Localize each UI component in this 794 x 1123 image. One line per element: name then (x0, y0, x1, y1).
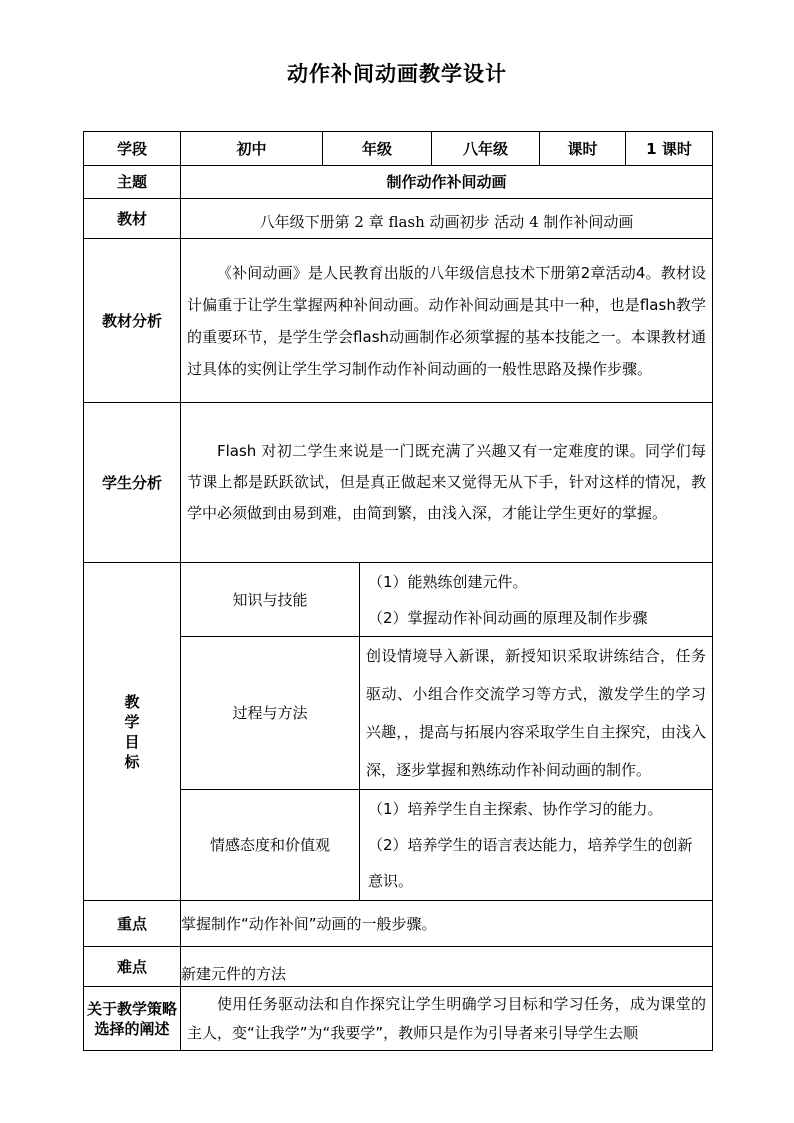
goals-char-3: 目 (124, 732, 140, 751)
textbook-analysis-label: 教材分析 (84, 239, 181, 403)
emotion-item-1: （1）培养学生自主探索、协作学习的能力。 (368, 800, 663, 818)
process-text: 创设情境导入新课，新授知识采取讲练结合，任务驱动、小组合作交流学习等方式，激发学生的学习兴趣，，提高与拓展内容采取学生自主探究，由浅入深，逐步掌握和熟练动作补间动画的制作。 (366, 647, 707, 779)
grade-value: 八年级 (432, 132, 540, 166)
difficulty-value: 新建元件的方法 (181, 947, 713, 987)
page-title: 动作补间动画教学设计 (287, 62, 507, 86)
emotion-cell (360, 790, 713, 901)
goals-char-4: 标 (124, 752, 140, 771)
key-point-value: 掌握制作“动作补间”动画的一般步骤。 (181, 901, 713, 947)
difficulty-label: 难点 (84, 947, 181, 987)
grade-label: 年级 (323, 132, 432, 166)
process-label: 过程与方法 (181, 637, 360, 790)
goals-char-1: 教 (124, 692, 140, 711)
knowledge-item-2: （2）掌握动作补间动画的原理及制作步骤 (368, 608, 648, 627)
knowledge-item-1: （1）能熟练创建元件。 (368, 572, 528, 591)
textbook-analysis-row (84, 239, 713, 403)
topic-row (84, 166, 713, 199)
period-label: 课时 (540, 132, 626, 166)
teaching-goals-label (84, 563, 181, 901)
stage-value: 初中 (181, 132, 323, 166)
lesson-plan-table (83, 131, 713, 1051)
key-point-label: 重点 (84, 901, 181, 947)
topic-value: 制作动作补间动画 (181, 166, 713, 199)
textbook-value: 八年级下册第 2 章 flash 动画初步 活动 4 制作补间动画 (181, 199, 713, 239)
strategy-label: 关于教学策略选择的阐述 (84, 987, 181, 1051)
topic-label: 主题 (84, 166, 181, 199)
emotion-label: 情感态度和价值观 (181, 790, 360, 901)
student-analysis-row (84, 403, 713, 563)
difficulty-row (84, 947, 713, 987)
header-row (84, 132, 713, 166)
strategy-text: 使用任务驱动法和自作探究让学生明确学习目标和学习任务，成为课堂的主人，变“让我学”为“我要学”，教师只是作为引导者来引导学生去顺 (187, 994, 707, 1042)
stage-label: 学段 (84, 132, 181, 166)
emotion-item-2: （2）培养学生的语言表达能力，培养学生的创新意识。 (368, 836, 693, 890)
strategy-row (84, 987, 713, 1051)
student-analysis-text: Flash 对初二学生来说是一门既充满了兴趣又有一定难度的课。同学们每节课上都是跃跃欲试，但是真正做起来又觉得无从下手，针对这样的情况，教学中必须做到由易到难，由简到繁，由浅入深，才能让学生更好的掌握。 (187, 442, 707, 522)
key-point-row (84, 901, 713, 947)
knowledge-label: 知识与技能 (181, 563, 360, 637)
strategy-cell (181, 987, 713, 1051)
student-analysis-cell (181, 403, 713, 563)
textbook-analysis-text: 《补间动画》是人民教育出版的八年级信息技术下册第2章活动4。教材设计偏重于让学生掌握两种补间动画。动作补间动画是其中一种，也是flash教学的重要环节，是学生学会flash动画制作必须掌握的基本技能之一。本课教材通过具体的实例让学生学习制作动作补间动画的一般性思路及操作步骤。 (187, 263, 707, 378)
process-cell (360, 637, 713, 790)
textbook-row (84, 199, 713, 239)
period-value: 1 课时 (626, 132, 713, 166)
goals-char-2: 学 (124, 712, 140, 731)
goal-knowledge-row (84, 563, 713, 637)
knowledge-cell (360, 563, 713, 637)
textbook-analysis-cell (181, 239, 713, 403)
textbook-label: 教材 (84, 199, 181, 239)
student-analysis-label: 学生分析 (84, 403, 181, 563)
